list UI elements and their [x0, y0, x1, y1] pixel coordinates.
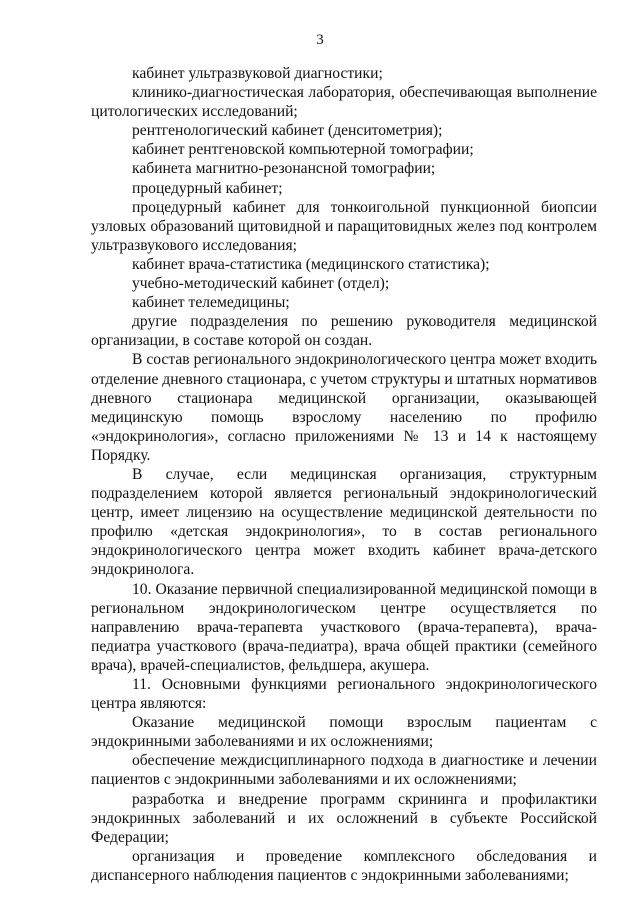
paragraph-section-10: 10. Оказание первичной специализированной медицинской помощи в региональном эндокринологическом центре осуществляется по направлению врача-терапевта участкового (врача-терапевта), врача-педиатра участкового (врача-педиатра), врача общей практики (семейного врача), врачей-специалистов, фельдшера, акушера.	[91, 580, 597, 674]
paragraph-biopsy-room: процедурный кабинет для тонкоигольной пункционной биопсии узловых образований щитовидной и паращитовидных желез под контролем ультразвукового исследования;	[91, 198, 597, 254]
paragraph-methodology-room: учебно-методический кабинет (отдел);	[132, 275, 390, 293]
paragraph-procedure-room: процедурный кабинет;	[132, 179, 283, 197]
paragraph-day-hospital: В состав регионального эндокринологического центра может входить отделение дневного стационара, с учетом структуры и штатных нормативов дневного стационара медицинской организации, оказывающей медицинскую помощь взрослому населению по профилю «эндокринология», согласно приложениями № 13 и 14 к настоящему Порядку.	[91, 351, 597, 464]
paragraph-function-care: Оказание медицинской помощи взрослым пациентам с эндокринными заболеваниями и их осложнениями;	[91, 714, 597, 751]
paragraph-xray-densitometry: рентгенологический кабинет (денситометрия);	[132, 122, 443, 140]
page-number: 3	[316, 32, 324, 48]
paragraph-statistician-room: кабинет врача-статистика (медицинского статистика);	[132, 255, 490, 273]
paragraph-other-units: другие подразделения по решению руководителя медицинской организации, в составе которой он создан.	[91, 313, 597, 350]
document-body	[91, 64, 597, 885]
paragraph-ct-room: кабинет рентгеновской компьютерной томографии;	[132, 141, 474, 159]
paragraph-ultrasound-room: кабинет ультразвуковой диагностики;	[132, 65, 383, 82]
paragraph-function-interdisciplinary: обеспечение междисциплинарного подхода в диагностике и лечении пациентов с эндокринными заболеваниями и их осложнениями;	[91, 752, 597, 789]
paragraph-clinical-lab: клинико-диагностическая лаборатория, обеспечивающая выполнение цитологических исследований;	[91, 84, 597, 121]
paragraph-telemedicine-room: кабинет телемедицины;	[132, 294, 290, 312]
paragraph-function-examination: организация и проведение комплексного обследования и диспансерного наблюдения пациентов с эндокринными заболеваниями;	[91, 847, 597, 884]
paragraph-function-screening: разработка и внедрение программ скрининга и профилактики эндокринных заболеваний и их осложнений в субъекте Российской Федерации;	[91, 790, 597, 846]
paragraph-mri-room: кабинета магнитно-резонансной томографии;	[132, 160, 436, 178]
paragraph-section-11: 11. Основными функциями регионального эндокринологического центра являются:	[91, 676, 597, 713]
paragraph-pediatric-license: В случае, если медицинская организация, структурным подразделением которой является региональный эндокринологический центр, имеет лицензию на осуществление медицинской деятельности по профилю «детская эндокринология», то в состав регионального эндокринологического центра может входить кабинет врача-детского эндокринолога.	[91, 465, 597, 579]
